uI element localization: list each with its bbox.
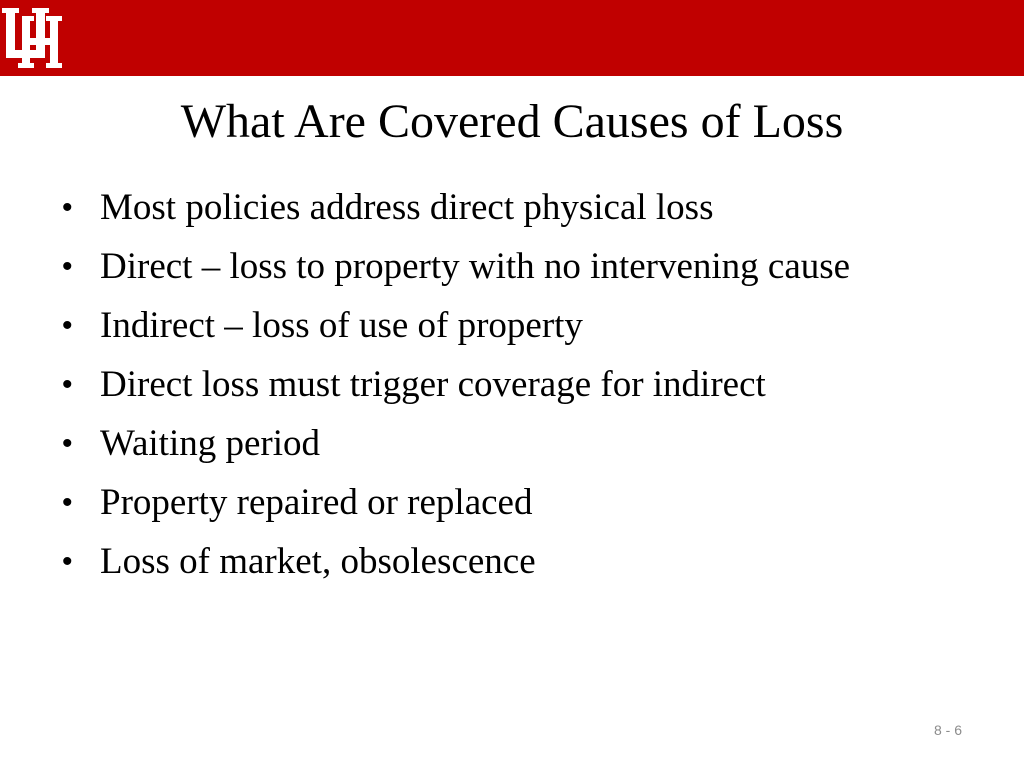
bullet-item <box>56 477 956 529</box>
bullet-text: Direct – loss to property with no intervening cause <box>100 246 851 287</box>
bullet-icon: • <box>62 486 73 519</box>
bullet-list <box>56 182 956 595</box>
header-bar <box>0 0 1024 76</box>
bullet-item <box>56 241 956 293</box>
bullet-icon: • <box>62 427 73 460</box>
bullet-icon: • <box>62 545 73 578</box>
bullet-text: Most policies address direct physical loss <box>100 187 714 228</box>
bullet-item <box>56 418 956 470</box>
bullet-icon: • <box>62 191 73 224</box>
bullet-icon: • <box>62 250 73 283</box>
bullet-text: Direct loss must trigger coverage for indirect <box>100 364 766 405</box>
bullet-text: Waiting period <box>100 423 320 464</box>
bullet-text: Indirect – loss of use of property <box>100 305 583 346</box>
bullet-item <box>56 359 956 411</box>
bullet-icon: • <box>62 309 73 342</box>
bullet-item <box>56 536 956 588</box>
bullet-icon: • <box>62 368 73 401</box>
bullet-text: Property repaired or replaced <box>100 482 533 523</box>
bullet-item <box>56 300 956 352</box>
slide-title: What Are Covered Causes of Loss <box>180 95 844 148</box>
bullet-item <box>56 182 956 234</box>
bullet-text: Loss of market, obsolescence <box>100 541 536 582</box>
uh-logo-icon <box>0 0 62 76</box>
page-number: 8 - 6 <box>933 722 962 738</box>
